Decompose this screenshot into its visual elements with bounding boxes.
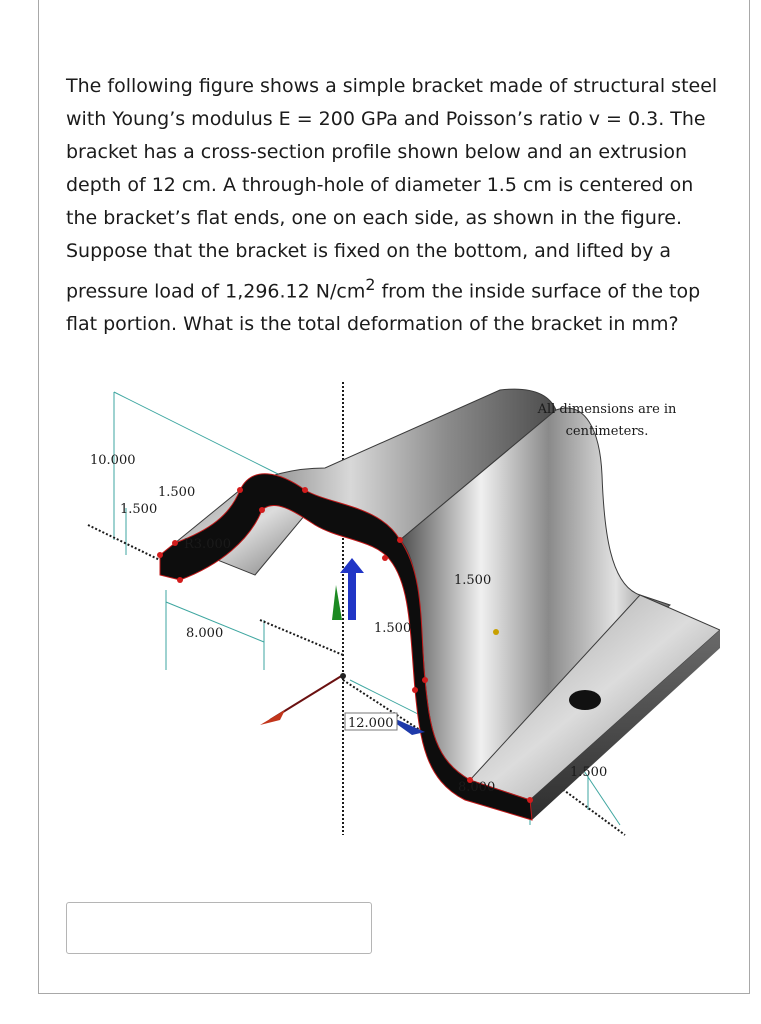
question-superscript: 2 (365, 275, 376, 294)
dim-height-total: 10.000 (90, 453, 136, 468)
dim-left-flat: 8.000 (186, 626, 224, 641)
figure-note-line2: centimeters. (565, 424, 649, 439)
bracket-body (157, 389, 720, 820)
dim-right-thickness: 1.500 (570, 765, 608, 780)
through-hole (569, 690, 601, 710)
dim-thickness-b: 1.500 (120, 502, 158, 517)
dim-right-flat: 8.000 (458, 780, 496, 795)
question-text-main: The following figure shows a simple bracket made of structural steel with Young’s modulus E = 200 GPa and Poisson’s ratio v = 0.3. The bracket has a cross-section profile shown below and an extrusion depth of 12 cm. A through-hole of diameter 1.5 cm is centered on the bracket’s flat ends, one on each side, as shown in the figure. Suppose that the bracket is fixed on the bottom, and lifted by a pressure load of 1,296.12 N/cm (66, 75, 718, 303)
figure-note-line1: All dimensions are in (537, 402, 677, 417)
question-text (66, 70, 726, 341)
bracket-figure (80, 380, 720, 845)
answer-input[interactable] (66, 902, 372, 954)
dim-top-thickness: 1.500 (454, 573, 492, 588)
dim-depth: 12.000 (348, 716, 394, 731)
question-text-end: from the inside surface of the top flat portion. What is the total deformation of the bracket in mm? (66, 280, 701, 336)
dim-center-thickness: 1.500 (374, 621, 412, 636)
dim-thickness-a: 1.500 (158, 485, 196, 500)
dim-radius: R3.000 (184, 537, 232, 552)
